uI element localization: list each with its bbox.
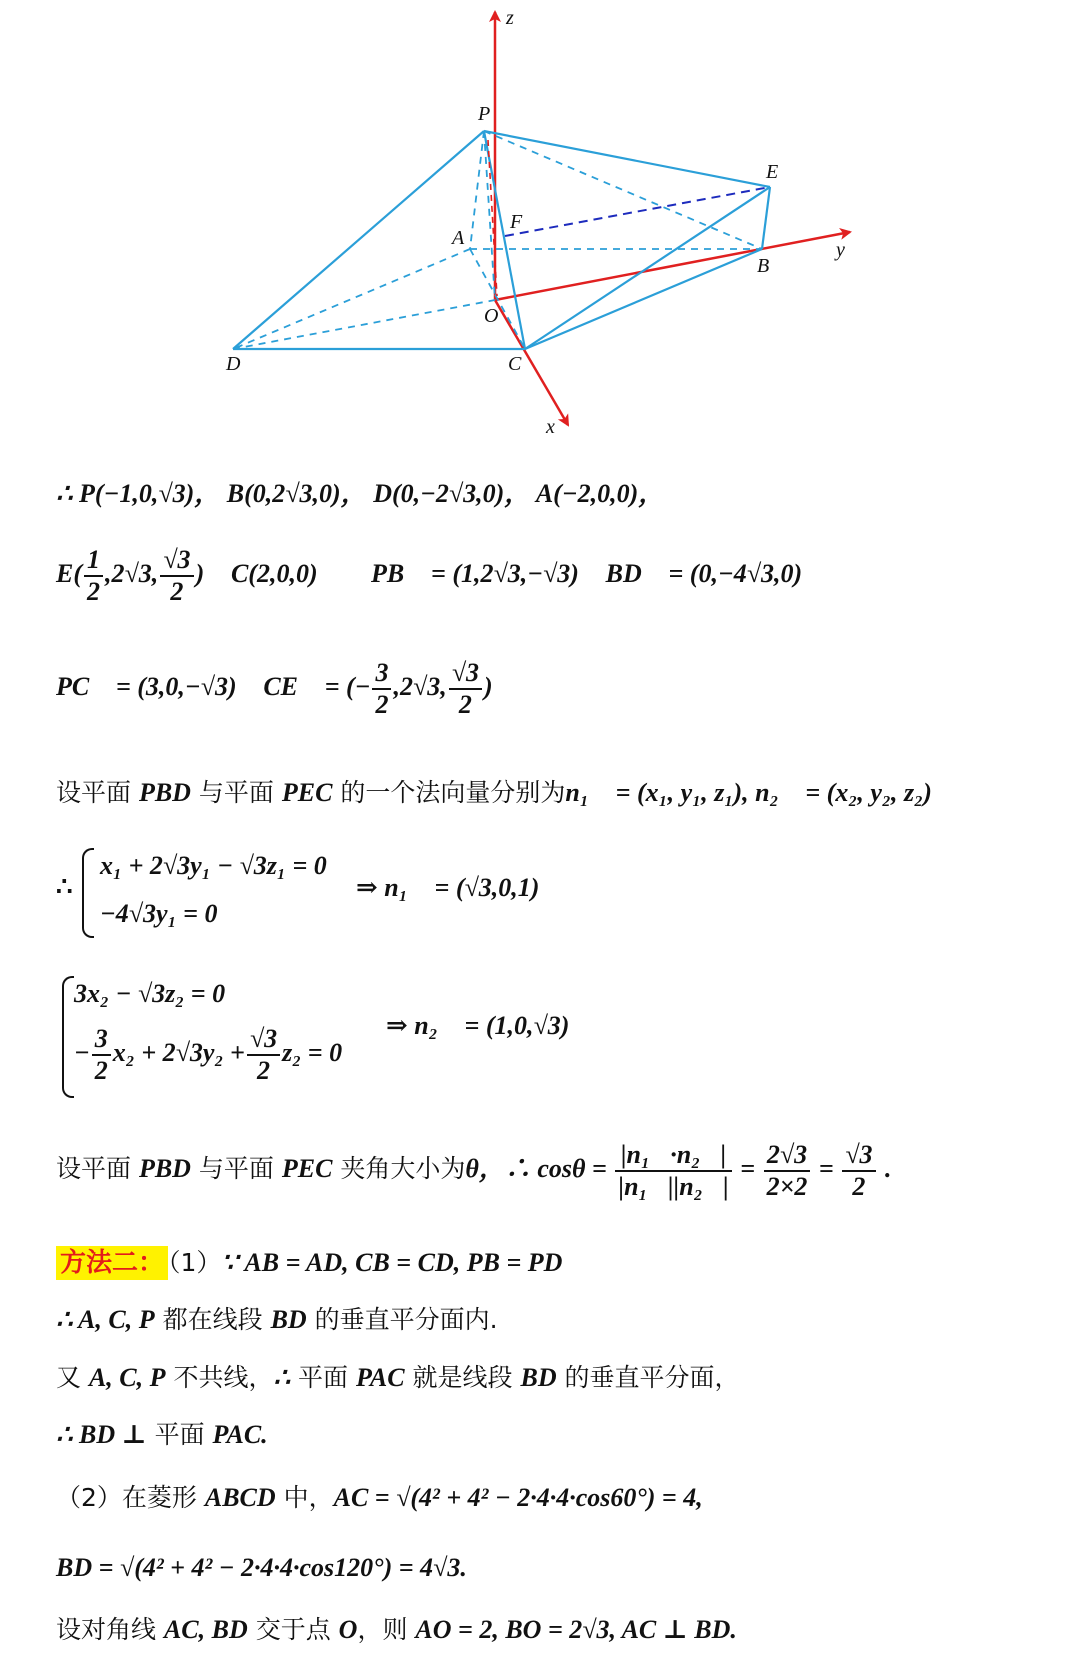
fraction	[615, 1140, 731, 1202]
equation	[74, 1018, 342, 1088]
numerator: |n₁⃗·n₂⃗|	[615, 1140, 731, 1172]
denominator: 2	[458, 690, 472, 719]
edge-DO	[233, 300, 495, 349]
numerator: √3	[449, 658, 482, 690]
text: 与平面	[190, 1153, 282, 1183]
line-12	[56, 1612, 737, 1648]
text: 交于点	[247, 1615, 339, 1644]
line-11: BD = √(4² + 4² − 2·4·4·cos120°) = 4√3.	[56, 1553, 467, 1582]
text: 平面	[146, 1420, 213, 1449]
period: .	[884, 1153, 891, 1183]
normal-vector-intro	[56, 775, 932, 811]
text: 设平面	[56, 778, 139, 807]
text: 与平面	[190, 778, 282, 807]
angle-line	[56, 1140, 891, 1202]
fraction	[84, 545, 103, 607]
fraction	[92, 1024, 111, 1086]
numerator: √3	[247, 1024, 280, 1056]
label-B: B	[757, 255, 770, 277]
text: 又	[56, 1363, 89, 1392]
math: BD	[520, 1363, 557, 1392]
label-P: P	[478, 103, 491, 125]
text: 夹角大小为	[332, 1153, 466, 1183]
label-y: y	[836, 239, 845, 261]
math: PBD	[138, 1153, 191, 1183]
math: n₁⃗ = (x₁, y₁, z₁), n₂⃗ = (x₂, y₂, z₂)	[565, 778, 932, 807]
edge-PE	[484, 131, 770, 187]
label-F: F	[510, 211, 523, 233]
label-E: E	[766, 161, 779, 183]
therefore: ∴	[56, 872, 73, 901]
vectors-text: )， C(2,0,0)， ∴ PB⃗ = (1,2√3,−√3)， BD⃗ = (0,−4√3,0)	[195, 558, 803, 588]
terms: x₂ + 2√3y₂ +	[112, 1038, 245, 1067]
edge-AD	[233, 249, 470, 349]
numerator: 3	[372, 658, 391, 690]
denominator: 2	[852, 1172, 866, 1201]
edge-FE	[505, 187, 770, 236]
label-C: C	[508, 353, 522, 375]
edge-AC	[470, 249, 525, 349]
y-axis	[495, 232, 850, 300]
line-10	[56, 1480, 703, 1516]
coordinates-line-1: ∴ P(−1,0,√3)， B(0,2√3,0)， D(0,−2√3,0)， A(−2,0,0)，	[56, 479, 665, 508]
math: PBD	[138, 778, 191, 807]
fraction	[372, 658, 391, 720]
brace	[82, 848, 94, 938]
numerator: √3	[160, 545, 193, 577]
numerator: 1	[84, 545, 103, 577]
edge-PA	[470, 131, 484, 249]
text: 设平面	[56, 1153, 139, 1183]
fraction	[160, 545, 193, 607]
method-two-label: 方法二：	[56, 1246, 168, 1280]
fraction	[764, 1140, 811, 1202]
edge-PD	[233, 131, 484, 349]
label-A: A	[452, 227, 465, 249]
part-number: （1）	[168, 1248, 222, 1277]
math: θ，∴ cosθ =	[465, 1153, 607, 1183]
result: ⇒ n₂⃗ = (1,0,√3)	[386, 1011, 570, 1040]
text: 的垂直平分面，	[556, 1363, 740, 1392]
ce-mid: ,2√3,	[393, 671, 447, 701]
text: 就是线段	[404, 1363, 521, 1392]
vectors-line	[56, 658, 493, 720]
e-open: E(	[56, 558, 82, 588]
equation: 3x₂ − √3z₂ = 0	[74, 979, 226, 1008]
line-7	[56, 1302, 498, 1338]
text: ，则	[357, 1615, 416, 1644]
denominator: |n₁⃗||n₂⃗|	[618, 1172, 729, 1201]
denominator: 2	[87, 577, 100, 606]
text: 设对角线	[56, 1615, 164, 1644]
minus: −	[74, 1038, 90, 1067]
math: ∵ AB = AD, CB = CD, PB = PD	[221, 1248, 563, 1277]
math: BD	[270, 1305, 307, 1334]
denominator: 2	[170, 577, 184, 606]
equation: x₁ + 2√3y₁ − √3z₁ = 0	[100, 851, 327, 880]
pc-ce: PC⃗ = (3,0,−√3)， CE⃗ = (−	[56, 671, 371, 701]
numerator: 3	[92, 1024, 111, 1056]
result: ⇒ n₁⃗ = (√3,0,1)，	[356, 873, 560, 902]
math: ∴ A, C, P	[56, 1305, 155, 1334]
denominator: 2×2	[766, 1172, 808, 1201]
text: 中，	[275, 1483, 334, 1512]
text: 的垂直平分面内.	[306, 1305, 498, 1334]
text: 都在线段	[154, 1305, 271, 1334]
fraction	[449, 658, 482, 720]
denominator: 2	[94, 1056, 108, 1086]
math: O	[338, 1615, 358, 1644]
numerator: 2√3	[764, 1140, 811, 1172]
edge-EB	[762, 187, 770, 249]
label-O: O	[484, 305, 499, 327]
math: ∴ BD ⊥	[56, 1420, 147, 1449]
math: AC, BD	[163, 1615, 248, 1644]
ce-close: )	[484, 671, 493, 701]
math: ∴	[273, 1363, 291, 1392]
math: AC = √(4² + 4² − 2·4·4·cos60°) = 4,	[333, 1483, 703, 1512]
math: PEC	[281, 778, 333, 807]
line-8	[56, 1360, 740, 1396]
terms: z₂ = 0	[282, 1038, 343, 1067]
equation: −4√3y₁ = 0	[100, 899, 218, 928]
line-9	[56, 1417, 268, 1453]
label-z: z	[506, 7, 514, 29]
numerator: √3	[842, 1140, 875, 1172]
math: A, C, P	[88, 1363, 166, 1392]
math: PAC.	[212, 1420, 268, 1449]
text: 不共线，	[165, 1363, 274, 1392]
equals: =	[818, 1153, 834, 1183]
math: PEC	[281, 1153, 333, 1183]
denominator: 2	[256, 1056, 270, 1086]
edge-CB	[525, 249, 762, 349]
label-x: x	[546, 416, 555, 438]
coordinates-line-2	[56, 545, 802, 607]
math: PAC	[355, 1363, 405, 1392]
text: 的一个法向量分别为	[332, 778, 566, 807]
math: ABCD	[204, 1483, 276, 1512]
text: 平面	[290, 1363, 356, 1392]
equals: =	[740, 1153, 756, 1183]
brace	[62, 976, 74, 1098]
e-mid: ,2√3,	[105, 558, 159, 588]
x-axis	[495, 300, 568, 425]
text: （2）在菱形	[56, 1483, 205, 1512]
fraction	[842, 1140, 875, 1202]
math: AO = 2, BO = 2√3, AC ⊥ BD.	[415, 1615, 737, 1644]
geometry-figure	[0, 0, 1080, 440]
denominator: 2	[375, 690, 389, 719]
label-D: D	[226, 353, 241, 375]
edge-CE	[525, 187, 770, 349]
method-two-line	[56, 1245, 562, 1281]
fraction	[247, 1024, 280, 1086]
